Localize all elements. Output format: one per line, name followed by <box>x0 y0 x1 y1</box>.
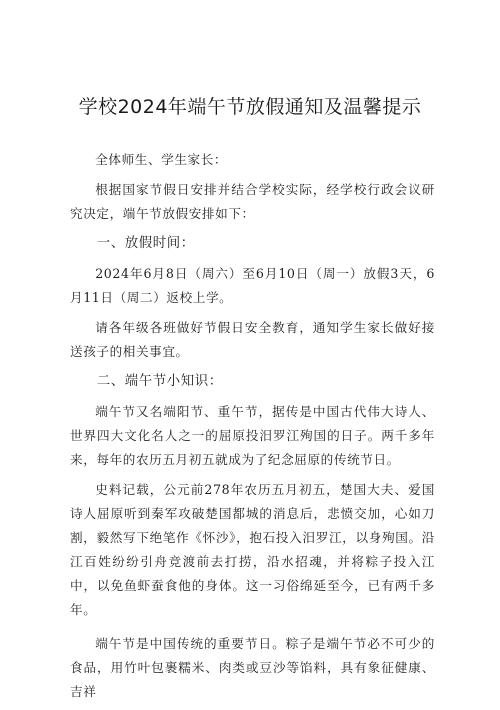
knowledge-paragraph-3: 端午节是中国传统的重要节日。粽子是端午节必不可少的食品，用竹叶包裹糯米、肉类或豆沙等馅料，具有象征健康、吉祥 <box>70 636 435 699</box>
holiday-dates-paragraph: 2024年6月8日（周六）至6月10日（周一）放假3天，6月11日（周二）返校上学。 <box>70 266 435 305</box>
knowledge-paragraph-2: 史料记载，公元前278年农历五月初五，楚国大夫、爱国诗人屈原听到秦军攻破楚国都城的消息后，悲愤交加，心如刀割，毅然写下绝笔作《怀沙》，抱石投入汨罗江，以身殉国。沿江百姓纷纷引舟竞渡前去打捞，沿水招魂，并将粽子投入江中，以免鱼虾蚕食他的身体。这一习俗绵延至今，已有两千多年。 <box>70 482 435 617</box>
document-body <box>70 148 435 710</box>
knowledge-paragraph-1: 端午节又名端阳节、重午节，据传是中国古代伟大诗人、世界四大文化名人之一的屈原投汨罗江殉国的日子。两千多年来，每年的农历五月初五就成为了纪念屈原的传统节日。 <box>70 404 435 467</box>
safety-notice-paragraph: 请各年级各班做好节假日安全教育，通知学生家长做好接送孩子的相关事宜。 <box>70 320 435 359</box>
document-title: 学校2024年端午节放假通知及温馨提示 <box>78 96 422 118</box>
salutation: 全体师生、学生家长： <box>95 152 228 167</box>
section-heading-knowledge: 二、端午节小知识： <box>96 374 223 389</box>
section-heading-holiday-time: 一、放假时间： <box>96 236 195 251</box>
intro-paragraph: 根据国家节假日安排并结合学校实际，经学校行政会议研究决定，端午节放假安排如下： <box>70 182 435 221</box>
